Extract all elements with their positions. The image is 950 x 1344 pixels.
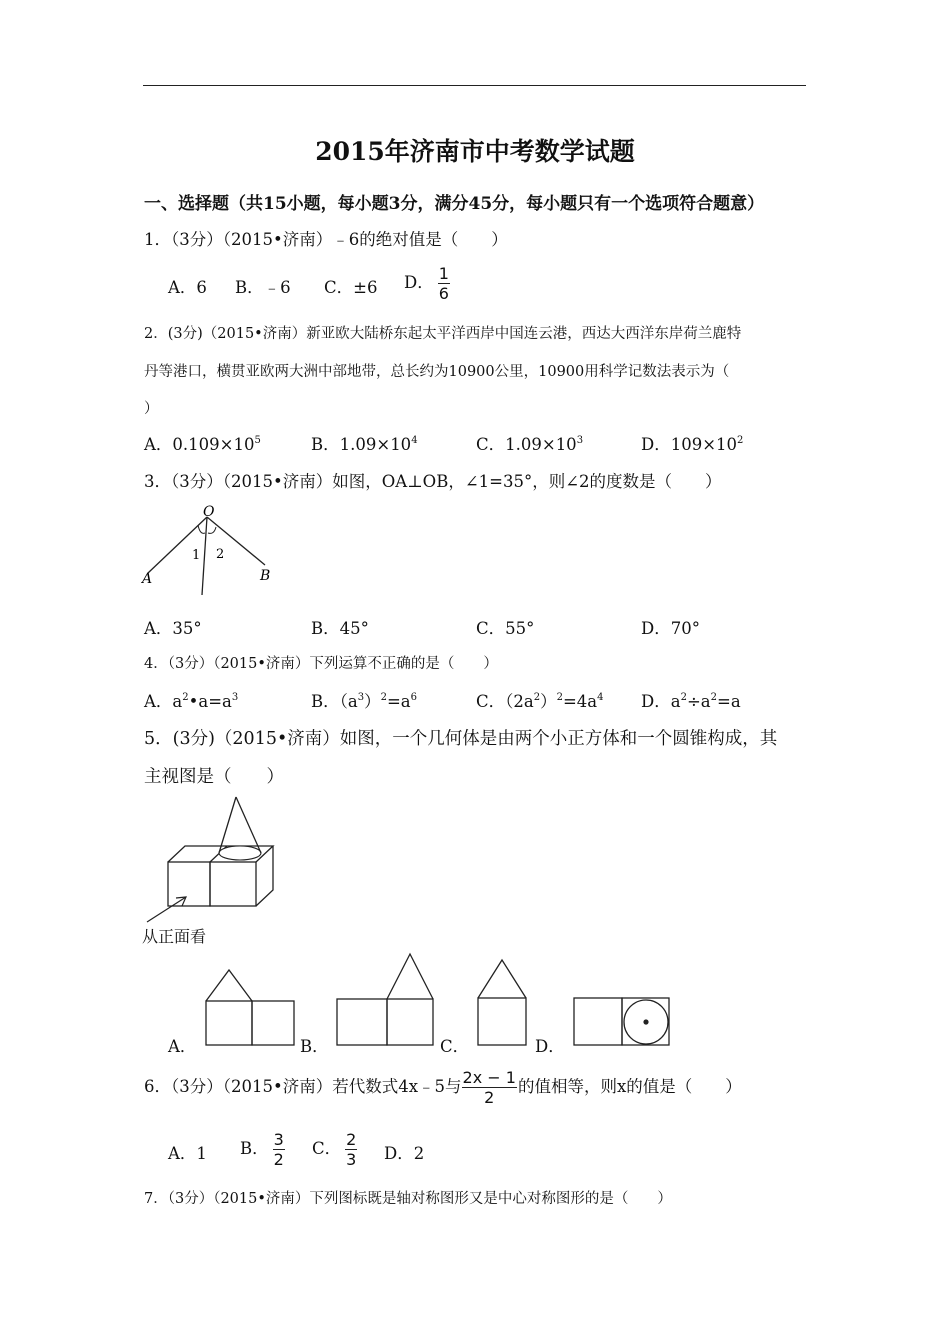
q2-option-a-exponent: 5	[254, 435, 261, 446]
q1-option-b: B．﹣6	[235, 278, 291, 297]
question-4-stem: 4．（3分）（2015•济南）下列运算不正确的是（ ）	[144, 656, 498, 672]
q4-option-d	[641, 688, 741, 712]
header-rule	[143, 85, 806, 86]
q6-option-a: A．1	[168, 1144, 207, 1163]
cone-base	[219, 846, 261, 860]
page-title: 2015年济南市中考数学试题	[315, 137, 635, 166]
fraction-numerator: 2	[346, 1130, 357, 1149]
q4-a-part: A．a	[144, 692, 183, 711]
option-d-center-dot	[643, 1019, 648, 1024]
q4-d-part: D．a	[641, 692, 681, 711]
q4-a-exp: 2	[182, 692, 189, 703]
q4-b-exp: 6	[410, 692, 418, 703]
q4-a-exp: 3	[231, 692, 239, 703]
q4-c-part: ）	[540, 692, 557, 711]
q4-b-part: ）	[364, 692, 381, 711]
q5-option-c: C．	[440, 1037, 470, 1056]
q2-option-d	[641, 431, 743, 455]
q4-b-part: B．（a	[311, 692, 358, 711]
angle-diagram	[140, 503, 280, 598]
question-3-stem: 3．（3分）（2015•济南）如图，OA⊥OB，∠1=35°，则∠2的度数是（ ）	[144, 472, 722, 491]
q5-option-a: A．	[168, 1037, 197, 1056]
q2-option-c	[476, 431, 583, 455]
q6-option-c-label: C．	[312, 1139, 342, 1158]
q4-d-exp: 2	[680, 692, 687, 703]
angle-2-arc	[208, 527, 216, 533]
q4-c-part: =4a	[562, 692, 598, 711]
q1-option-d-label: D．	[404, 273, 434, 292]
option-a-square-left	[206, 1001, 252, 1045]
cube-right-front	[210, 862, 256, 906]
fraction-denominator: 3	[346, 1150, 357, 1169]
view-arrow	[147, 897, 186, 922]
q4-c-exp: 4	[597, 692, 604, 703]
question-2-line-2: 丹等港口，横贯亚欧两大洲中部地带，总长约为10900公里，10900用科学记数法表示为（	[144, 364, 730, 380]
fraction-denominator: 2	[273, 1150, 284, 1169]
option-a-square-right	[252, 1001, 294, 1045]
q4-c-exp: 2	[556, 692, 563, 703]
q1-option-d	[404, 264, 450, 303]
fraction-numerator: 1	[438, 264, 449, 283]
label-angle-1: 1	[192, 548, 201, 563]
option-b-square-left	[337, 999, 387, 1045]
fraction-numerator: 3	[273, 1130, 284, 1149]
q6-stem-pre: 6．（3分）（2015•济南）若代数式4x﹣5与	[144, 1077, 462, 1096]
ray-oc	[202, 517, 207, 595]
q2-option-b-base: B．1.09×10	[311, 435, 412, 454]
q4-option-c	[476, 688, 604, 712]
view-caption: 从正面看	[142, 927, 207, 946]
q5-option-d: D．	[535, 1037, 565, 1056]
option-a-triangle	[206, 970, 252, 1001]
question-5-line-2: 主视图是（ ）	[144, 767, 284, 787]
cube-left-front	[168, 862, 210, 906]
q2-option-a	[144, 431, 261, 455]
q4-a-part: •a=a	[188, 692, 232, 711]
q1-option-a: A．6	[168, 278, 207, 297]
fraction-numerator: 2x − 1	[462, 1068, 516, 1087]
q4-b-exp: 2	[380, 692, 387, 703]
question-7-stem: 7．（3分）（2015•济南）下列图标既是轴对称图形又是中心对称图形的是（ ）	[144, 1191, 672, 1207]
q2-option-b	[311, 431, 418, 455]
option-b-square-right	[387, 999, 433, 1045]
q5-option-b: B．	[300, 1037, 329, 1056]
q3-option-b: B．45°	[311, 619, 369, 638]
label-a: A	[142, 571, 153, 587]
q6-option-b-label: B．	[240, 1139, 269, 1158]
q4-b-exp: 3	[357, 692, 365, 703]
cone-side-left	[219, 797, 236, 853]
q2-option-a-base: A．0.109×10	[144, 435, 255, 454]
q4-d-part: ÷a	[686, 692, 711, 711]
question-2-line-1: 2．(3分)（2015•济南）新亚欧大陆桥东起太平洋西岸中国连云港，西达大西洋东岸荷兰鹿特	[144, 326, 742, 342]
q1-option-d-fraction	[438, 264, 450, 303]
q6-option-c-fraction	[345, 1130, 357, 1169]
question-2-line-3: ）	[144, 401, 159, 417]
option-b-triangle	[387, 954, 433, 999]
q4-option-a	[144, 688, 238, 712]
option-c-triangle	[478, 960, 526, 998]
option-c-square	[478, 998, 526, 1045]
q2-option-c-exponent: 3	[576, 435, 584, 446]
question-5-line-1: 5．(3分)（2015•济南）如图，一个几何体是由两个小正方体和一个圆锥构成，其	[144, 729, 778, 749]
q6-option-d: D．2	[384, 1144, 425, 1163]
label-b: B	[260, 568, 271, 584]
q4-d-part: =a	[717, 692, 741, 711]
q6-option-b-fraction	[273, 1130, 285, 1169]
q6-option-b	[240, 1130, 285, 1169]
question-6-stem	[144, 1068, 742, 1107]
q6-fraction	[462, 1068, 517, 1107]
q4-option-b	[311, 688, 417, 712]
option-d-square-left	[574, 998, 622, 1045]
label-angle-2: 2	[216, 547, 225, 562]
label-o: O	[203, 504, 215, 520]
cone-side-right	[236, 797, 261, 853]
q6-stem-post: 的值相等，则x的值是（ ）	[517, 1077, 742, 1096]
q4-c-exp: 2	[533, 692, 541, 703]
section-heading: 一、选择题（共15小题，每小题3分，满分45分，每小题只有一个选项符合题意）	[144, 194, 765, 214]
q2-option-d-base: D．109×10	[641, 435, 738, 454]
angle-1-arc	[198, 525, 205, 533]
q4-d-exp: 2	[710, 692, 717, 703]
q3-option-a: A．35°	[144, 619, 202, 638]
fraction-denominator: 2	[484, 1088, 495, 1107]
q2-option-b-exponent: 4	[411, 435, 418, 446]
q6-option-c	[312, 1130, 357, 1169]
question-1-stem: 1．（3分）（2015•济南）﹣6的绝对值是（ ）	[144, 230, 508, 249]
q4-b-part: =a	[386, 692, 411, 711]
q3-option-c: C．55°	[476, 619, 535, 638]
q3-option-d: D．70°	[641, 619, 700, 638]
q2-option-d-exponent: 2	[737, 435, 744, 446]
q1-option-c: C．±6	[324, 278, 378, 297]
q4-c-part: C．（2a	[476, 692, 534, 711]
solid-figure	[140, 795, 280, 930]
q2-option-c-base: C．1.09×10	[476, 435, 577, 454]
fraction-denominator: 6	[438, 284, 449, 303]
